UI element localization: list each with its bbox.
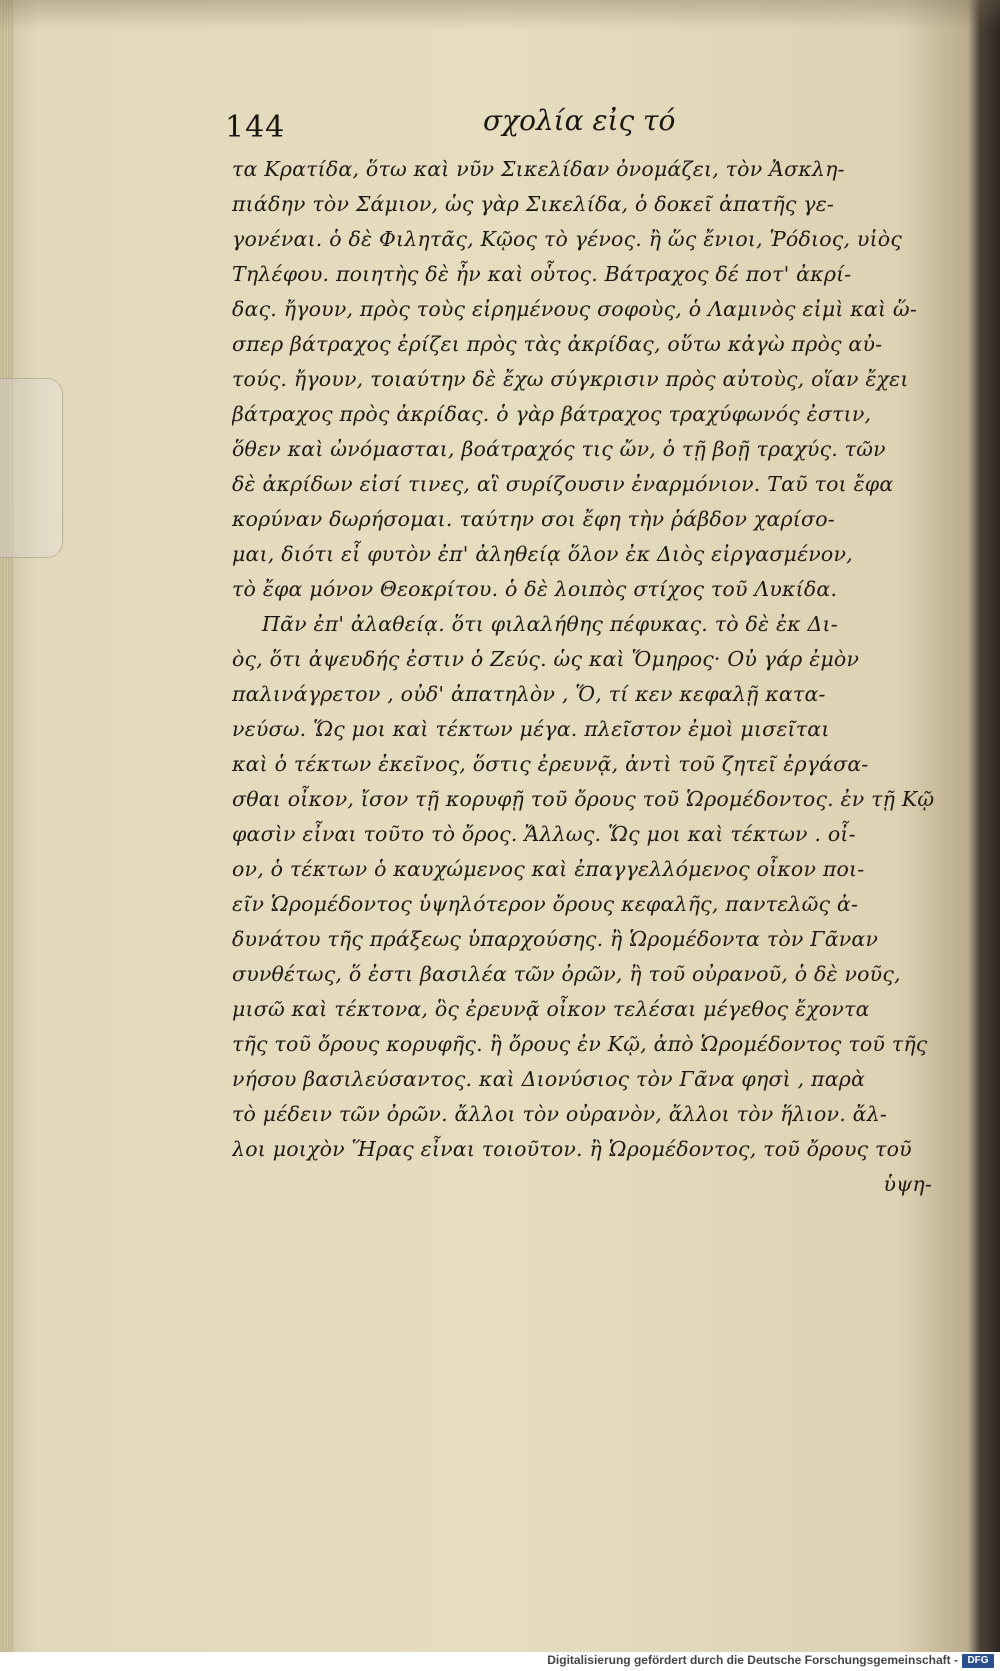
text-line: συνθέτως, ὅ ἐστι βασιλέα τῶν ὀρῶν, ἢ τοῦ οὐρανοῦ, ὁ δὲ νοῦς, [232, 962, 901, 986]
text-line: εῖν Ὡρομέδοντος ὑψηλότερον ὄρους κεφαλῆς, παντελῶς ἀ- [232, 892, 859, 916]
text-line: καὶ ὁ τέκτων ἐκεῖνος, ὅστις ἐρευνᾷ, ἀντὶ τοῦ ζητεῖ ἐργάσα- [232, 752, 869, 776]
dfg-logo: DFG [962, 1654, 994, 1668]
text-line: δὲ ἀκρίδων εἰσί τινες, αἳ συρίζουσιν ἐναρμόνιον. Ταῦ τοι ἔφα [232, 472, 894, 496]
text-line: λοι μοιχὸν Ἥρας εἶναι τοιοῦτον. ἢ Ὡρομέδοντος, τοῦ ὄρους τοῦ [232, 1137, 912, 1161]
text-line: κορύναν δωρήσομαι. ταύτην σοι ἔφη τὴν ῥάβδον χαρίσο- [232, 507, 835, 531]
text-line: Τηλέφου. ποιητὴς δὲ ἦν καὶ οὗτος. Βάτραχος δέ ποτ' ἀκρί- [232, 262, 852, 286]
text-line: παλινάγρετον , οὐδ' ἀπατηλὸν , Ὅ, τί κεν κεφαλῇ κατα- [232, 682, 826, 706]
footer-bar [0, 1652, 1000, 1671]
text-line: ὸς, ὅτι ἀψευδής ἐστιν ὁ Ζεύς. ὡς καὶ Ὅμηρος· Οὐ γάρ ἐμὸν [232, 647, 860, 671]
running-head: σχολία εἰς τό [483, 104, 676, 137]
text-line: βάτραχος πρὸς ἀκρίδας. ὁ γὰρ βάτραχος τραχύφωνός ἐστιν, [232, 402, 872, 426]
text-line: σθαι οἶκον, ἴσον τῇ κορυφῇ τοῦ ὄρους τοῦ Ὡρομέδοντος. ἐν τῇ Κῷ [232, 787, 935, 811]
text-line: δας. ἤγουν, πρὸς τοὺς εἰρημένους σοφοὺς, ὁ Λαμινὸς εἰμὶ καὶ ὥ- [232, 297, 917, 321]
text-line: τὸ ἔφα μόνον Θεοκρίτου. ὁ δὲ λοιπὸς στίχος τοῦ Λυκίδα. [232, 577, 838, 601]
text-line: γονέναι. ὁ δὲ Φιλητᾶς, Κῷος τὸ γένος. ἢ ὥς ἔνιοι, Ῥόδιος, υἱὸς [232, 227, 903, 251]
digitization-note: Digitalisierung gefördert durch die Deutsche Forschungsgemeinschaft - [547, 1653, 958, 1667]
text-line: νήσου βασιλεύσαντος. καὶ Διονύσιος τὸν Γᾶνα φησὶ , παρὰ [232, 1067, 866, 1091]
catchword: ὑψη- [883, 1172, 932, 1196]
page-shadow [0, 0, 1000, 30]
paper-clip-tab [0, 378, 63, 558]
text-line: ὅθεν καὶ ὠνόμασται, βοάτραχός τις ὤν, ὁ τῇ βοῇ τραχύς. τῶν [232, 437, 886, 461]
text-line: ον, ὁ τέκτων ὁ καυχώμενος καὶ ἐπαγγελλόμενος οἶκον ποι- [232, 857, 865, 881]
text-line: τὸ μέδειν τῶν ὀρῶν. ἄλλοι τὸν οὐρανὸν, ἄλλοι τὸν ἥλιον. ἄλ- [232, 1102, 888, 1126]
text-line: φασὶν εἶναι τοῦτο τὸ ὄρος. Ἄλλως. Ὥς μοι καὶ τέκτων . οἶ- [232, 822, 856, 846]
text-line: τα Κρατίδα, ὅτω καὶ νῦν Σικελίδαν ὀνομάζει, τὸν Ἀσκλη- [232, 157, 845, 181]
text-line: μαι, διότι εἶ φυτὸν ἐπ' ἀληθείᾳ ὅλον ἐκ Διὸς εἰργασμένον, [232, 542, 853, 566]
text-line: πιάδην τὸν Σάμιον, ὡς γὰρ Σικελίδα, ὁ δοκεῖ ἀπατῆς γε- [232, 192, 835, 216]
page-header [225, 104, 715, 150]
text-line: δυνάτου τῆς πράξεως ὑπαρχούσης. ἢ Ὡρομέδοντα τὸν Γᾶναν [232, 927, 879, 951]
text-line: Πᾶν ἐπ' ἀλαθείᾳ. ὅτι φιλαλήθης πέφυκας. τὸ δὲ ἐκ Δι- [262, 612, 838, 636]
page-number: 144 [225, 110, 286, 145]
text-line: μισῶ καὶ τέκτονα, ὃς ἐρευνᾷ οἶκον τελέσαι μέγεθος ἔχοντα [232, 997, 870, 1021]
text-line: τούς. ἤγουν, τοιαύτην δὲ ἔχω σύγκρισιν πρὸς αὐτοὺς, οἵαν ἔχει [232, 367, 909, 391]
text-line: σπερ βάτραχος ἐρίζει πρὸς τὰς ἀκρίδας, οὕτω κἀγὼ πρὸς αὐ- [232, 332, 883, 356]
body-text [232, 152, 936, 1202]
text-line: νεύσω. Ὥς μοι καὶ τέκτων μέγα. πλεῖστον ἐμοὶ μισεῖται [232, 717, 830, 741]
text-line: τῆς τοῦ ὄρους κορυφῆς. ἢ ὄρους ἐν Κῷ, ἀπὸ Ὡρομέδοντος τοῦ τῆς [232, 1032, 928, 1056]
page-edge [0, 0, 14, 1652]
